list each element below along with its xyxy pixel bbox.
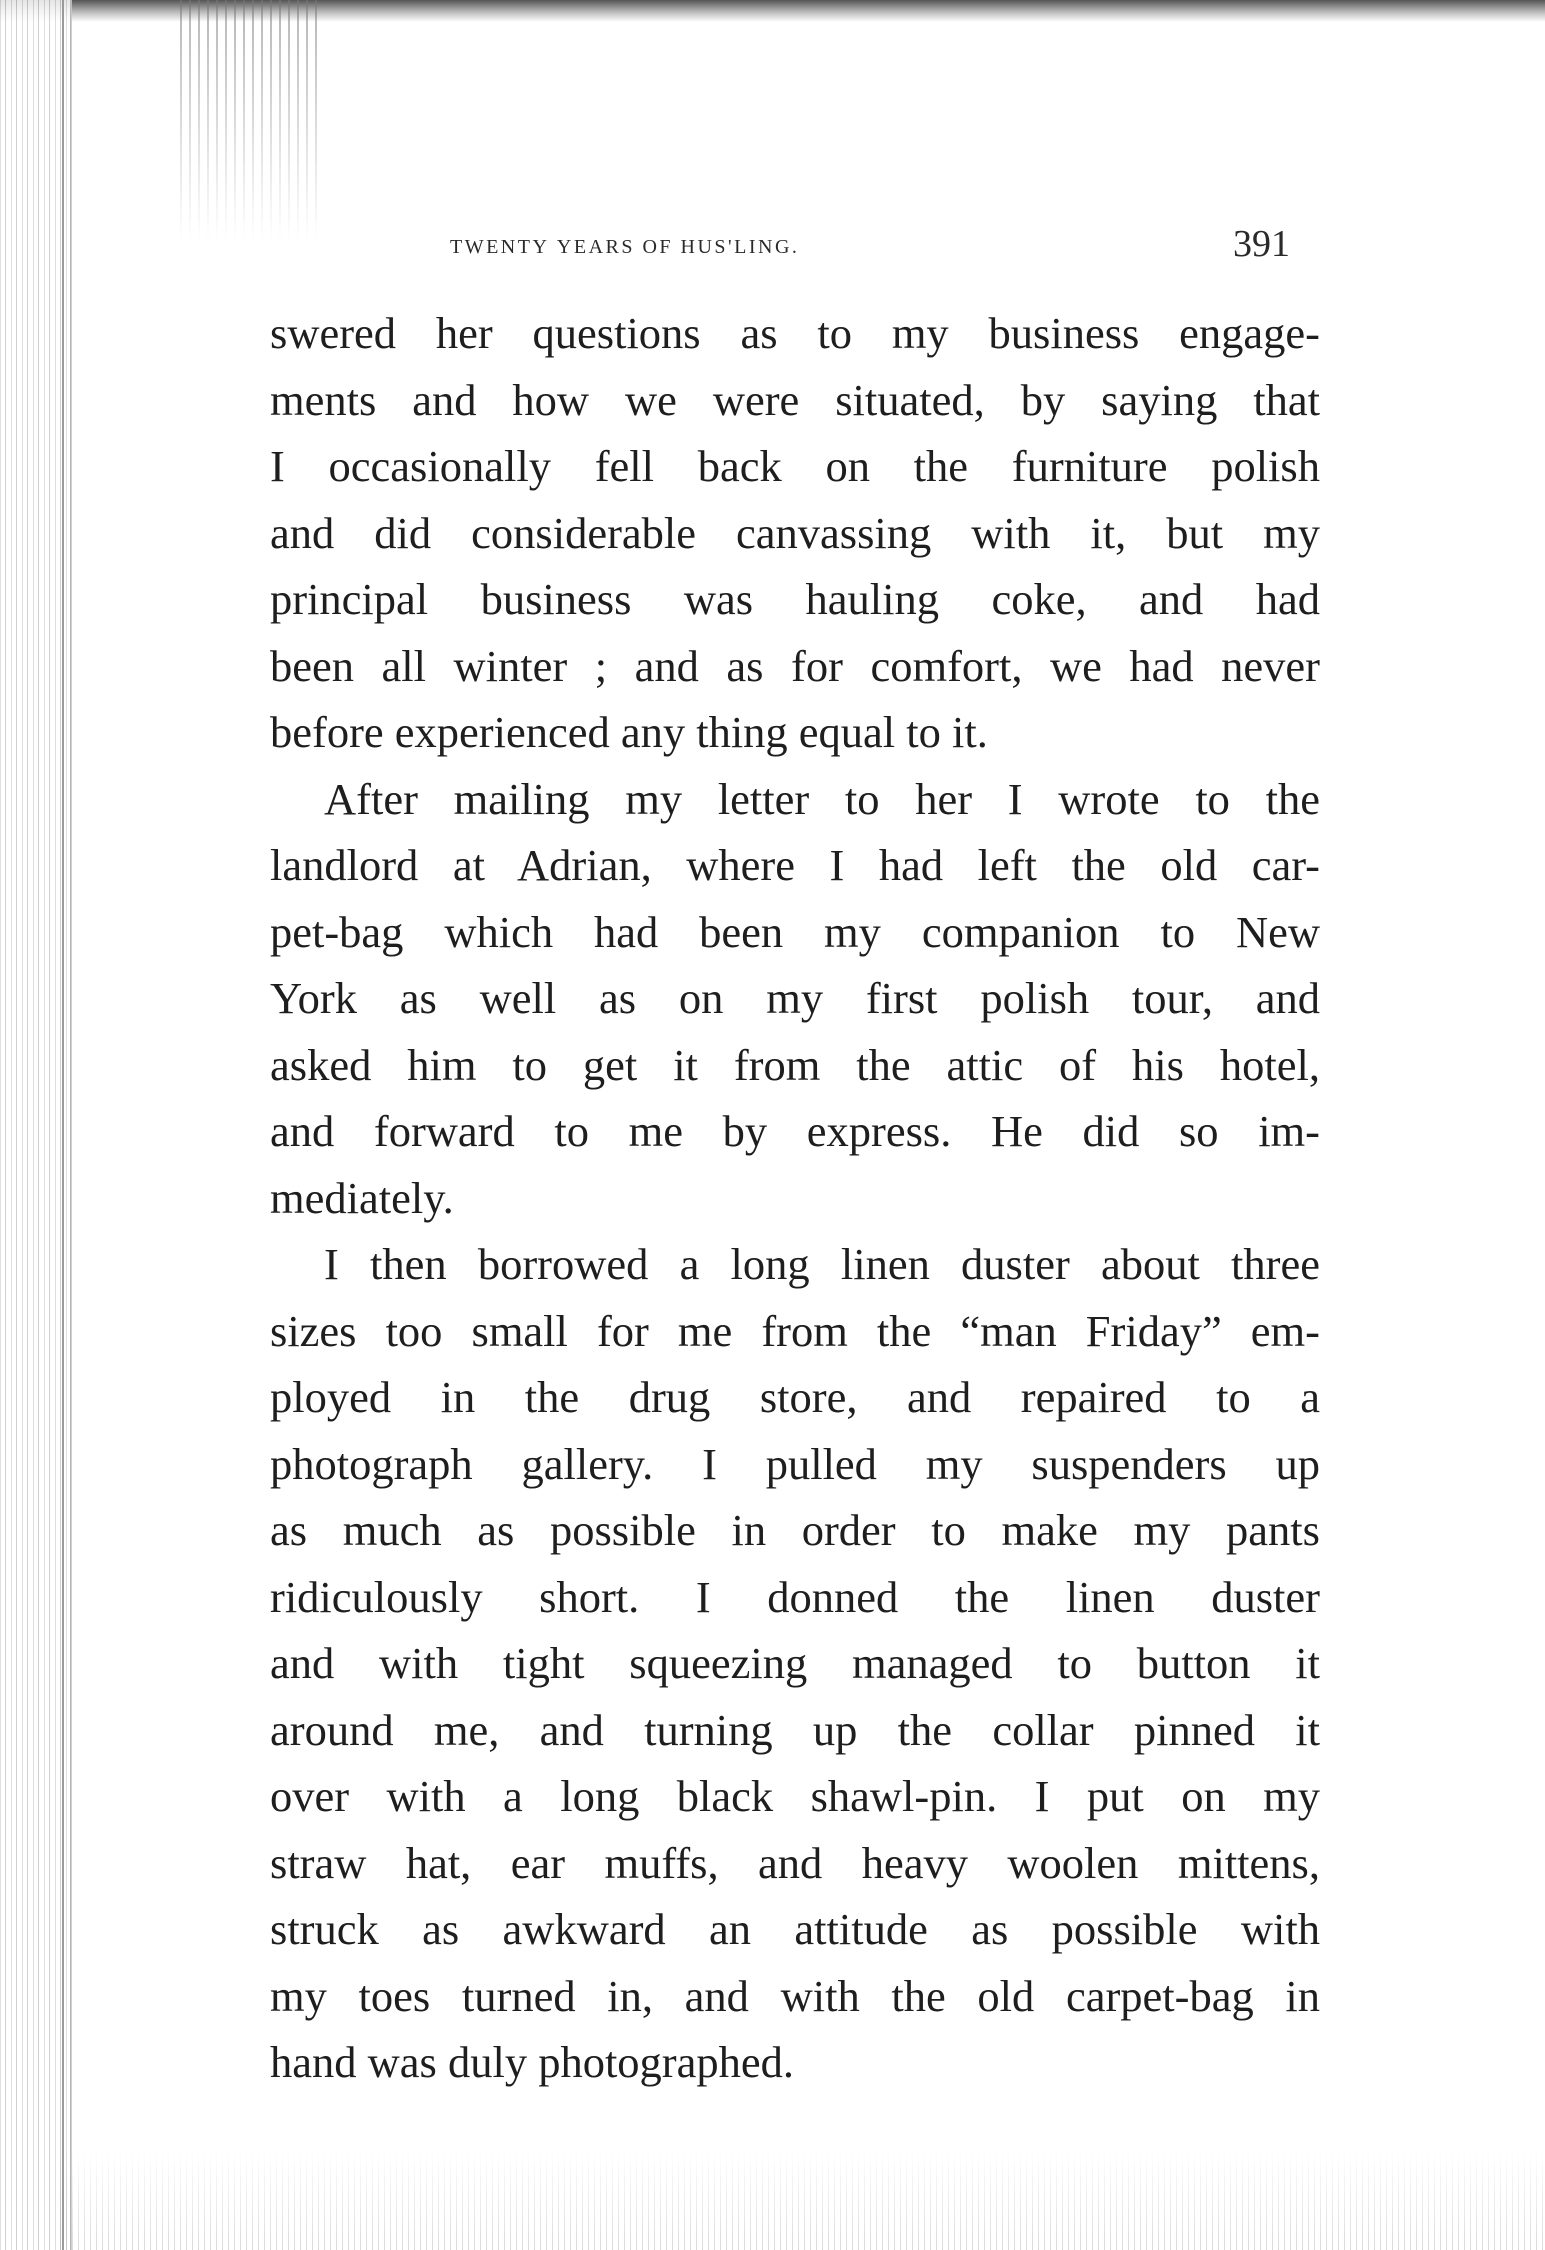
text-line: asked him to get it from the attic of his hotel, xyxy=(270,1039,1320,1090)
text-line: sizes too small for me from the “man Friday” em- xyxy=(270,1305,1320,1356)
running-title: twenty years of hus'ling. xyxy=(450,228,800,260)
text-line: ments and how we were situated, by saying that xyxy=(270,374,1320,425)
text-line: been all winter ; and as for comfort, we had never xyxy=(270,640,1320,691)
paragraph-1 xyxy=(270,300,1320,766)
text-line: York as well as on my first polish tour, and xyxy=(270,973,1320,1023)
text-line: struck as awkward an attitude as possible with xyxy=(270,1904,1320,1954)
text-line: and forward to me by express. He did so im- xyxy=(270,1106,1320,1156)
running-head xyxy=(270,223,1320,268)
text-line: before experienced any thing equal to it. xyxy=(270,707,988,757)
text-line: as much as possible in order to make my pants xyxy=(270,1505,1320,1555)
text-line: and with tight squeezing managed to button it xyxy=(270,1638,1320,1688)
page-number: 391 xyxy=(1233,223,1290,265)
scan-gutter-line xyxy=(70,0,71,2250)
body-text xyxy=(270,300,1320,2096)
text-line: ployed in the drug store, and repaired to a xyxy=(270,1372,1320,1422)
text-line: pet-bag which had been my companion to New xyxy=(270,906,1320,957)
text-line: landlord at Adrian, where I had left the old car- xyxy=(270,840,1320,890)
paragraph-2 xyxy=(270,766,1320,1232)
text-line: After mailing my letter to her I wrote to the xyxy=(324,773,1320,824)
text-line: around me, and turning up the collar pinned it xyxy=(270,1704,1320,1755)
scan-gutter-line xyxy=(62,0,64,2250)
text-line: over with a long black shawl-pin. I put on my xyxy=(270,1771,1320,1821)
text-line: photograph gallery. I pulled my suspenders up xyxy=(270,1438,1320,1489)
text-line: I then borrowed a long linen duster about three xyxy=(324,1239,1320,1289)
text-line: and did considerable canvassing with it, but my xyxy=(270,507,1320,558)
paragraph-3 xyxy=(270,1231,1320,2096)
text-line: straw hat, ear muffs, and heavy woolen mittens, xyxy=(270,1837,1320,1888)
text-line: I occasionally fell back on the furniture polish xyxy=(270,441,1320,491)
book-page xyxy=(270,0,1320,2250)
text-line: hand was duly photographed. xyxy=(270,2037,795,2087)
text-line: mediately. xyxy=(270,1172,454,1223)
text-line: swered her questions as to my business engage- xyxy=(270,308,1320,358)
text-line: my toes turned in, and with the old carpet-bag in xyxy=(270,1970,1320,2021)
text-line: principal business was hauling coke, and had xyxy=(270,574,1320,624)
text-line: ridiculously short. I donned the linen duster xyxy=(270,1571,1320,1622)
